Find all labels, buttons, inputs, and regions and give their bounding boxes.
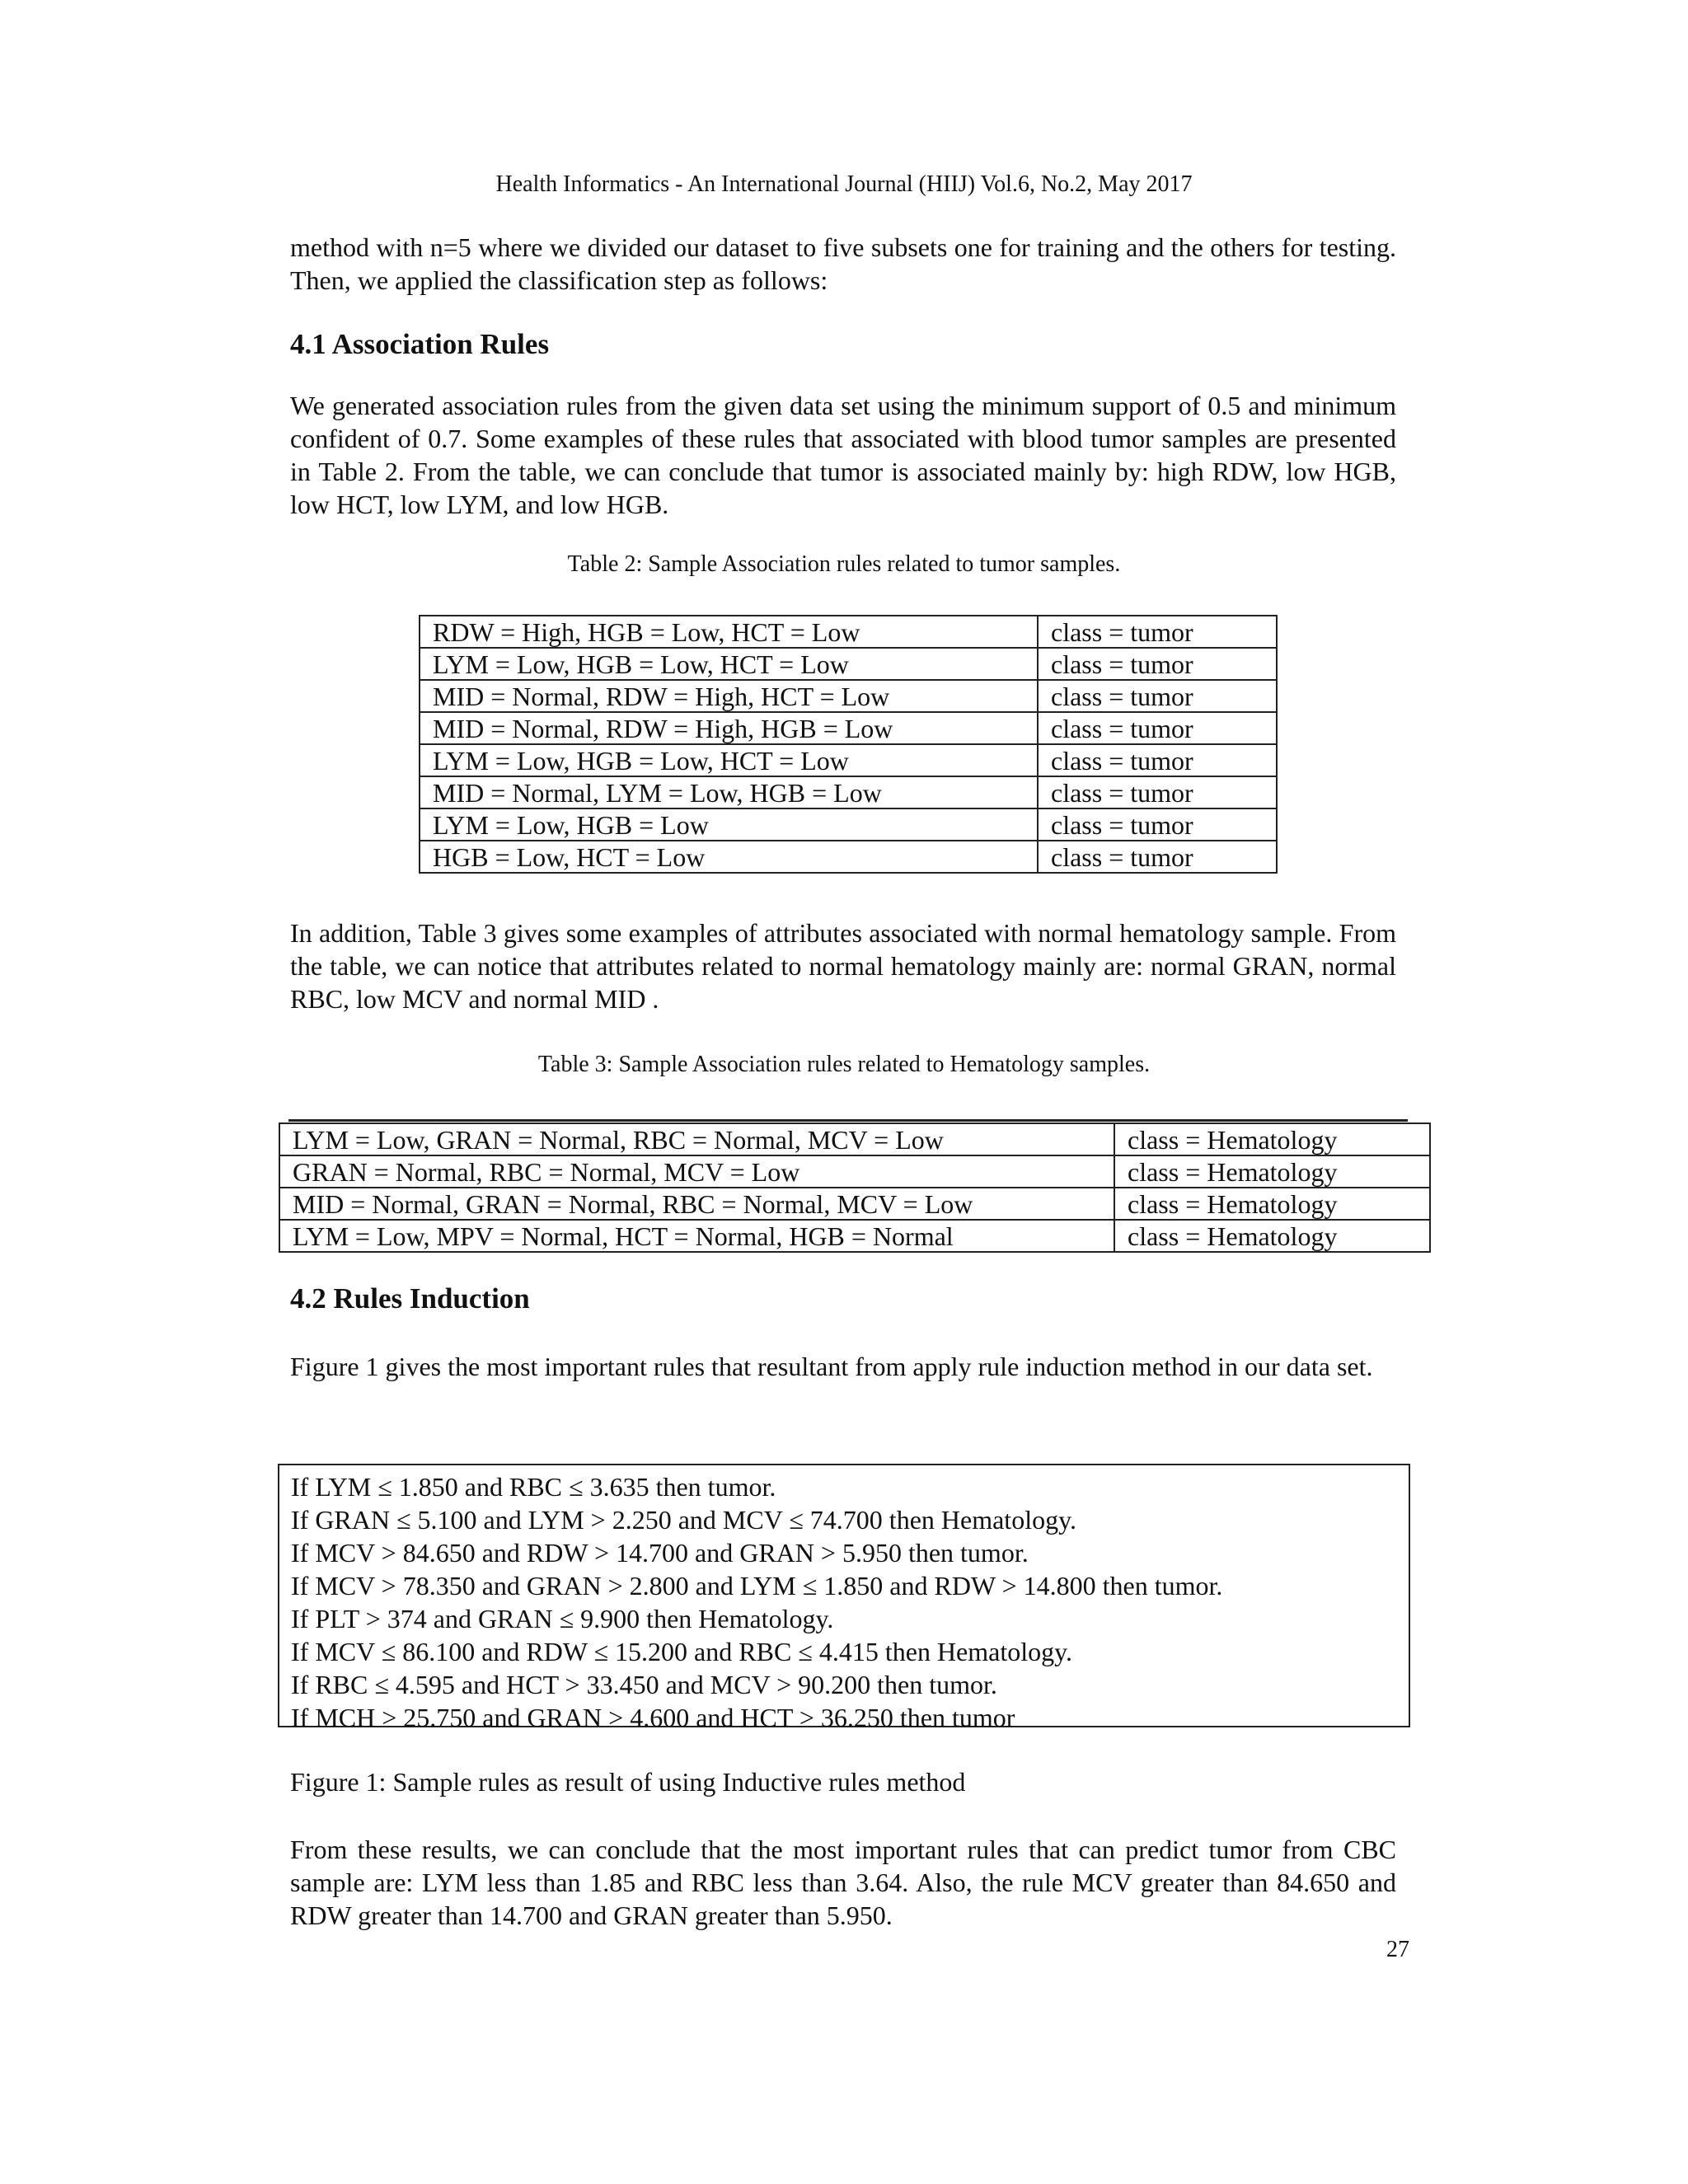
table-2-caption: Table 2: Sample Association rules related to tumor samples.	[567, 551, 1121, 577]
rule-antecedent-cell: HGB = Low, HCT = Low	[420, 841, 1038, 873]
rule-antecedent-cell: MID = Normal, RDW = High, HCT = Low	[420, 680, 1038, 712]
table-row	[420, 712, 1277, 744]
rule-class-cell: class = Hematology	[1114, 1155, 1430, 1188]
rule-class-cell: class = Hematology	[1114, 1123, 1430, 1155]
induction-rule-line: If MCV > 84.650 and RDW > 14.700 and GRAN > 5.950 then tumor.	[291, 1538, 1029, 1568]
induction-rule-line: If PLT > 374 and GRAN ≤ 9.900 then Hematology.	[291, 1604, 834, 1633]
page-number: 27	[1386, 1937, 1409, 1962]
rule-class-cell: class = tumor	[1038, 808, 1277, 841]
induction-rule-line: If MCH > 25.750 and GRAN > 4.600 and HCT > 36.250 then tumor	[291, 1703, 1015, 1732]
rule-class-cell: class = tumor	[1038, 616, 1277, 648]
table-row	[420, 776, 1277, 808]
rule-antecedent-cell: MID = Normal, RDW = High, HGB = Low	[420, 712, 1038, 744]
rule-class-cell: class = Hematology	[1114, 1220, 1430, 1252]
rule-class-cell: class = tumor	[1038, 680, 1277, 712]
table-3-caption: Table 3: Sample Association rules related to Hematology samples.	[537, 1052, 1151, 1077]
table-row	[279, 1123, 1430, 1155]
induction-rule-line: If MCV > 78.350 and GRAN > 2.800 and LYM ≤ 1.850 and RDW > 14.800 then tumor.	[291, 1571, 1223, 1601]
rule-class-cell: class = tumor	[1038, 648, 1277, 680]
table-row	[420, 744, 1277, 776]
conclusion-paragraph: From these results, we can conclude that the most important rules that can predict tumor from CBC sample are: LYM less than 1.85 and RBC less than 3.64. Also, the rule MCV greater than 84.650 and RDW greater than 14.700 and GRAN greater than 5.950.	[290, 1835, 1396, 1930]
rule-class-cell: class = tumor	[1038, 712, 1277, 744]
table-row	[420, 680, 1277, 712]
induction-rule-line: If RBC ≤ 4.595 and HCT > 33.450 and MCV > 90.200 then tumor.	[291, 1670, 997, 1699]
intro-paragraph: method with n=5 where we divided our dataset to five subsets one for training and the others for testing. Then, we applied the classification step as follows:	[290, 232, 1396, 295]
table-row	[279, 1220, 1430, 1252]
rule-antecedent-cell: RDW = High, HGB = Low, HCT = Low	[420, 616, 1038, 648]
section-heading-rules-induction: 4.2 Rules Induction	[290, 1282, 530, 1315]
table-row	[279, 1188, 1430, 1220]
table-3-top-rule	[288, 1119, 1408, 1122]
section-heading-association-rules: 4.1 Association Rules	[290, 328, 550, 360]
rule-antecedent-cell: LYM = Low, HGB = Low	[420, 808, 1038, 841]
rule-class-cell: class = tumor	[1038, 744, 1277, 776]
rule-antecedent-cell: LYM = Low, GRAN = Normal, RBC = Normal, MCV = Low	[279, 1123, 1114, 1155]
rule-antecedent-cell: LYM = Low, MPV = Normal, HCT = Normal, HGB = Normal	[279, 1220, 1114, 1252]
induction-rule-line: If LYM ≤ 1.850 and RBC ≤ 3.635 then tumor.	[291, 1472, 776, 1502]
table-3-intro-paragraph: In addition, Table 3 gives some examples of attributes associated with normal hematology sample. From the table, we can notice that attributes related to normal hematology mainly are: normal GRAN, normal RBC, low MCV and normal MID .	[290, 918, 1396, 1014]
table-row	[420, 648, 1277, 680]
journal-header: Health Informatics - An International Journal (HIIJ) Vol.6, No.2, May 2017	[495, 171, 1193, 197]
table-row	[279, 1155, 1430, 1188]
induction-rule-line: If MCV ≤ 86.100 and RDW ≤ 15.200 and RBC ≤ 4.415 then Hematology.	[291, 1637, 1073, 1666]
association-rules-paragraph: We generated association rules from the given data set using the minimum support of 0.5 and minimum confident of 0.7. Some examples of these rules that associated with blood tumor samples are presented in Table 2. From the table, we can conclude that tumor is associated mainly by: high RDW, low HGB, low HCT, low LYM, and low HGB.	[290, 391, 1396, 519]
rule-antecedent-cell: LYM = Low, HGB = Low, HCT = Low	[420, 648, 1038, 680]
table-2-tumor-rules	[419, 615, 1278, 874]
rule-class-cell: class = tumor	[1038, 841, 1277, 873]
table-row	[420, 616, 1277, 648]
figure-1-caption: Figure 1: Sample rules as result of using Inductive rules method	[290, 1767, 966, 1797]
table-row	[420, 841, 1277, 873]
rule-antecedent-cell: MID = Normal, LYM = Low, HGB = Low	[420, 776, 1038, 808]
figure-1-rules-box	[278, 1464, 1410, 1732]
rule-antecedent-cell: MID = Normal, GRAN = Normal, RBC = Normal, MCV = Low	[279, 1188, 1114, 1220]
rule-antecedent-cell: LYM = Low, HGB = Low, HCT = Low	[420, 744, 1038, 776]
table-row	[420, 808, 1277, 841]
rule-class-cell: class = tumor	[1038, 776, 1277, 808]
induction-rule-line: If GRAN ≤ 5.100 and LYM > 2.250 and MCV ≤ 74.700 then Hematology.	[291, 1505, 1076, 1535]
rule-class-cell: class = Hematology	[1114, 1188, 1430, 1220]
table-3-hematology-rules	[279, 1122, 1431, 1253]
rules-induction-paragraph: Figure 1 gives the most important rules that resultant from apply rule induction method in our data set.	[290, 1352, 1373, 1381]
rule-antecedent-cell: GRAN = Normal, RBC = Normal, MCV = Low	[279, 1155, 1114, 1188]
